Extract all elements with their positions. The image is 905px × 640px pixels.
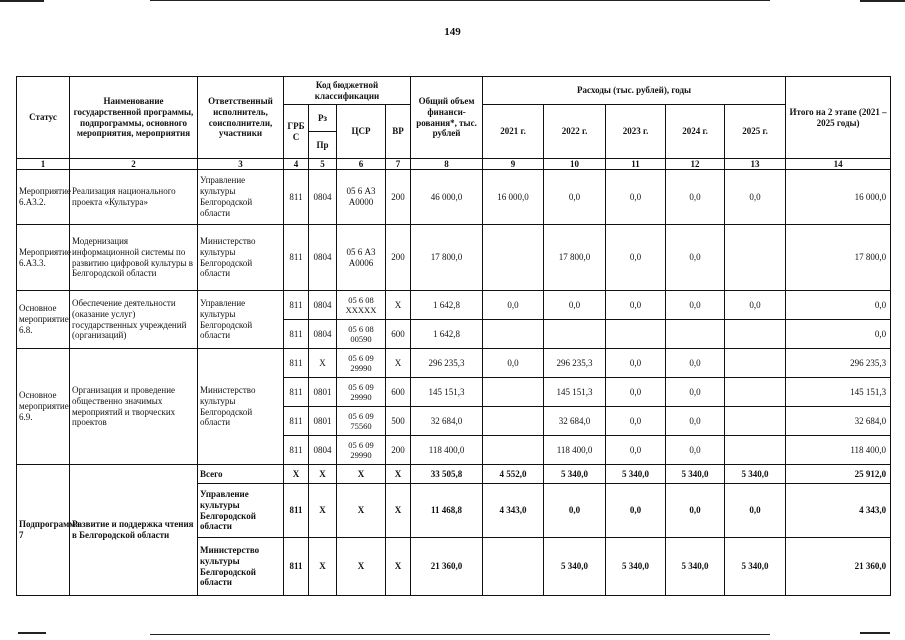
sum-cell: 16 000,0 — [786, 170, 891, 225]
header-stage-total: Итого на 2 этапе (2021 – 2025 годы) — [786, 77, 891, 159]
rz-pr-cell: 0801 — [309, 407, 337, 436]
rz-pr-cell: X — [309, 538, 337, 596]
col-num-14: 14 — [786, 159, 891, 170]
col-num-10: 10 — [544, 159, 606, 170]
y2023-cell: 0,0 — [606, 225, 666, 291]
y2024-cell: 0,0 — [666, 484, 725, 538]
y2022-cell: 32 684,0 — [544, 407, 606, 436]
sum-cell: 21 360,0 — [786, 538, 891, 596]
y2021-cell: 0,0 — [483, 349, 544, 378]
header-2022: 2022 г. — [544, 105, 606, 159]
header-2021: 2021 г. — [483, 105, 544, 159]
header-grbs: ГРБ С — [284, 105, 309, 159]
grbs-cell: 811 — [284, 349, 309, 378]
sum-cell: 0,0 — [786, 291, 891, 320]
y2022-cell: 5 340,0 — [544, 465, 606, 484]
y2025-cell — [725, 436, 786, 465]
y2025-cell — [725, 225, 786, 291]
bottom-rule-right — [860, 632, 890, 634]
y2021-cell: 0,0 — [483, 291, 544, 320]
y2021-cell: 4 343,0 — [483, 484, 544, 538]
header-pr: Пр — [309, 132, 337, 159]
sum-cell: 296 235,3 — [786, 349, 891, 378]
y2025-cell — [725, 320, 786, 349]
header-responsible: Ответственный исполнитель, соисполнители, участники — [198, 77, 284, 159]
y2023-cell: 0,0 — [606, 349, 666, 378]
sum-cell: 145 151,3 — [786, 378, 891, 407]
col-num-4: 4 — [284, 159, 309, 170]
total-cell: 1 642,8 — [411, 291, 483, 320]
total-cell: 21 360,0 — [411, 538, 483, 596]
y2021-cell — [483, 538, 544, 596]
y2024-cell: 5 340,0 — [666, 465, 725, 484]
name-cell: Развитие и поддержка чтения в Белгородской области — [70, 465, 198, 596]
csr-cell: X — [337, 465, 386, 484]
csr-cell: 05 6 А3 А0006 — [337, 225, 386, 291]
sum-cell: 25 912,0 — [786, 465, 891, 484]
vr-cell: X — [386, 465, 411, 484]
y2021-cell — [483, 407, 544, 436]
grbs-cell: 811 — [284, 320, 309, 349]
header-2025: 2025 г. — [725, 105, 786, 159]
sum-cell: 32 684,0 — [786, 407, 891, 436]
y2022-cell: 0,0 — [544, 484, 606, 538]
y2022-cell: 296 235,3 — [544, 349, 606, 378]
header-name: Наименование государственной программы, подпрограммы, основного мероприятия, мероприятия — [70, 77, 198, 159]
y2021-cell: 16 000,0 — [483, 170, 544, 225]
table-row — [17, 170, 891, 225]
col-num-8: 8 — [411, 159, 483, 170]
rz-pr-cell: X — [309, 349, 337, 378]
grbs-cell: 811 — [284, 225, 309, 291]
table-row — [17, 225, 891, 291]
rz-pr-cell: 0804 — [309, 225, 337, 291]
total-cell: 145 151,3 — [411, 378, 483, 407]
vr-cell: 200 — [386, 170, 411, 225]
top-rule-left — [0, 0, 44, 2]
grbs-cell: 811 — [284, 436, 309, 465]
total-cell: 17 800,0 — [411, 225, 483, 291]
total-cell: 32 684,0 — [411, 407, 483, 436]
y2023-cell: 0,0 — [606, 407, 666, 436]
vr-cell: 500 — [386, 407, 411, 436]
csr-cell: X — [337, 538, 386, 596]
col-num-2: 2 — [70, 159, 198, 170]
header-2023: 2023 г. — [606, 105, 666, 159]
sum-cell: 4 343,0 — [786, 484, 891, 538]
y2022-cell: 145 151,3 — [544, 378, 606, 407]
responsible-cell: Управление культуры Белгородской области — [198, 484, 284, 538]
sum-cell: 0,0 — [786, 320, 891, 349]
rz-pr-cell: 0804 — [309, 170, 337, 225]
y2023-cell: 0,0 — [606, 378, 666, 407]
vr-cell: X — [386, 291, 411, 320]
y2024-cell: 0,0 — [666, 436, 725, 465]
y2024-cell: 0,0 — [666, 170, 725, 225]
y2025-cell: 5 340,0 — [725, 465, 786, 484]
total-cell: 296 235,3 — [411, 349, 483, 378]
vr-cell: X — [386, 538, 411, 596]
y2025-cell — [725, 349, 786, 378]
col-num-3: 3 — [198, 159, 284, 170]
y2022-cell: 5 340,0 — [544, 538, 606, 596]
y2022-cell: 0,0 — [544, 291, 606, 320]
budget-table — [16, 76, 891, 596]
responsible-cell: Управление культуры Белгородской области — [198, 291, 284, 349]
col-num-1: 1 — [17, 159, 70, 170]
name-cell: Модернизация информационной системы по развитию цифровой культуры в Белгородской области — [70, 225, 198, 291]
status-cell: Основное мероприятие 6.8. — [17, 291, 70, 349]
header-rz: Рз — [309, 105, 337, 132]
y2022-cell: 118 400,0 — [544, 436, 606, 465]
vr-cell: 200 — [386, 436, 411, 465]
y2023-cell: 0,0 — [606, 484, 666, 538]
vr-cell: 600 — [386, 320, 411, 349]
csr-cell: 05 6 09 29990 — [337, 349, 386, 378]
vr-cell: 200 — [386, 225, 411, 291]
rz-pr-cell: 0804 — [309, 291, 337, 320]
total-cell: 46 000,0 — [411, 170, 483, 225]
table-row — [17, 465, 891, 484]
header-budget-code: Код бюджетной классификации — [284, 77, 411, 105]
y2024-cell: 0,0 — [666, 407, 725, 436]
y2023-cell — [606, 320, 666, 349]
grbs-cell: 811 — [284, 538, 309, 596]
top-rule-center — [150, 0, 770, 1]
vr-cell: 600 — [386, 378, 411, 407]
header-expenses: Расходы (тыс. рублей), годы — [483, 77, 786, 105]
header-row-1 — [17, 77, 891, 105]
y2024-cell: 5 340,0 — [666, 538, 725, 596]
csr-cell: 05 6 09 75560 — [337, 407, 386, 436]
column-numbers-row — [17, 159, 891, 170]
total-cell: 1 642,8 — [411, 320, 483, 349]
page-number: 149 — [444, 26, 461, 38]
responsible-cell: Управление культуры Белгородской области — [198, 170, 284, 225]
grbs-cell: 811 — [284, 378, 309, 407]
rz-pr-cell: X — [309, 465, 337, 484]
grbs-cell: 811 — [284, 407, 309, 436]
total-cell: 33 505,8 — [411, 465, 483, 484]
y2023-cell: 0,0 — [606, 170, 666, 225]
grbs-cell: 811 — [284, 291, 309, 320]
bottom-rule-center — [150, 634, 770, 635]
col-num-9: 9 — [483, 159, 544, 170]
y2025-cell: 5 340,0 — [725, 538, 786, 596]
total-cell: 11 468,8 — [411, 484, 483, 538]
name-cell: Реализация национального проекта «Культура» — [70, 170, 198, 225]
y2021-cell: 4 552,0 — [483, 465, 544, 484]
y2022-cell: 17 800,0 — [544, 225, 606, 291]
sum-cell: 17 800,0 — [786, 225, 891, 291]
name-cell: Организация и проведение общественно значимых мероприятий и творческих проектов — [70, 349, 198, 465]
y2023-cell: 5 340,0 — [606, 465, 666, 484]
status-cell: Подпрограмма 7 — [17, 465, 70, 596]
rz-pr-cell: X — [309, 484, 337, 538]
col-num-6: 6 — [337, 159, 386, 170]
y2021-cell — [483, 225, 544, 291]
rz-pr-cell: 0804 — [309, 436, 337, 465]
y2021-cell — [483, 436, 544, 465]
header-status: Статус — [17, 77, 70, 159]
col-num-12: 12 — [666, 159, 725, 170]
col-num-5: 5 — [309, 159, 337, 170]
header-total-volume: Общий объем финанси-рования*, тыс. рублей — [411, 77, 483, 159]
table-row — [17, 349, 891, 378]
grbs-cell: 811 — [284, 484, 309, 538]
status-cell: Мероприятие 6.А3.3. — [17, 225, 70, 291]
responsible-cell: Министерство культуры Белгородской области — [198, 349, 284, 465]
y2024-cell: 0,0 — [666, 291, 725, 320]
col-num-13: 13 — [725, 159, 786, 170]
csr-cell: 05 6 08 00590 — [337, 320, 386, 349]
y2025-cell — [725, 407, 786, 436]
rz-pr-cell: 0804 — [309, 320, 337, 349]
csr-cell: 05 6 09 29990 — [337, 378, 386, 407]
y2021-cell — [483, 378, 544, 407]
header-vr: ВР — [386, 105, 411, 159]
responsible-cell: Всего — [198, 465, 284, 484]
vr-cell: X — [386, 349, 411, 378]
y2024-cell: 0,0 — [666, 378, 725, 407]
y2023-cell: 5 340,0 — [606, 538, 666, 596]
y2025-cell: 0,0 — [725, 291, 786, 320]
y2025-cell — [725, 378, 786, 407]
header-csr: ЦСР — [337, 105, 386, 159]
grbs-cell: 811 — [284, 170, 309, 225]
name-cell: Обеспечение деятельности (оказание услуг) государственных учреждений (организаций) — [70, 291, 198, 349]
grbs-cell: X — [284, 465, 309, 484]
csr-cell: 05 6 08 XXXXX — [337, 291, 386, 320]
y2025-cell: 0,0 — [725, 170, 786, 225]
y2022-cell: 0,0 — [544, 170, 606, 225]
vr-cell: X — [386, 484, 411, 538]
csr-cell: 05 6 А3 А0000 — [337, 170, 386, 225]
y2022-cell — [544, 320, 606, 349]
responsible-cell: Министерство культуры Белгородской области — [198, 538, 284, 596]
csr-cell: 05 6 09 29990 — [337, 436, 386, 465]
status-cell: Основное мероприятие 6.9. — [17, 349, 70, 465]
y2021-cell — [483, 320, 544, 349]
responsible-cell: Министерство культуры Белгородской области — [198, 225, 284, 291]
top-rule-right — [860, 0, 905, 2]
status-cell: Мероприятие 6.А3.2. — [17, 170, 70, 225]
csr-cell: X — [337, 484, 386, 538]
y2024-cell — [666, 320, 725, 349]
y2024-cell: 0,0 — [666, 225, 725, 291]
header-2024: 2024 г. — [666, 105, 725, 159]
y2023-cell: 0,0 — [606, 436, 666, 465]
y2024-cell: 0,0 — [666, 349, 725, 378]
rz-pr-cell: 0801 — [309, 378, 337, 407]
total-cell: 118 400,0 — [411, 436, 483, 465]
table-row — [17, 291, 891, 320]
bottom-rule-left — [18, 632, 46, 634]
y2025-cell: 0,0 — [725, 484, 786, 538]
col-num-7: 7 — [386, 159, 411, 170]
sum-cell: 118 400,0 — [786, 436, 891, 465]
col-num-11: 11 — [606, 159, 666, 170]
y2023-cell: 0,0 — [606, 291, 666, 320]
